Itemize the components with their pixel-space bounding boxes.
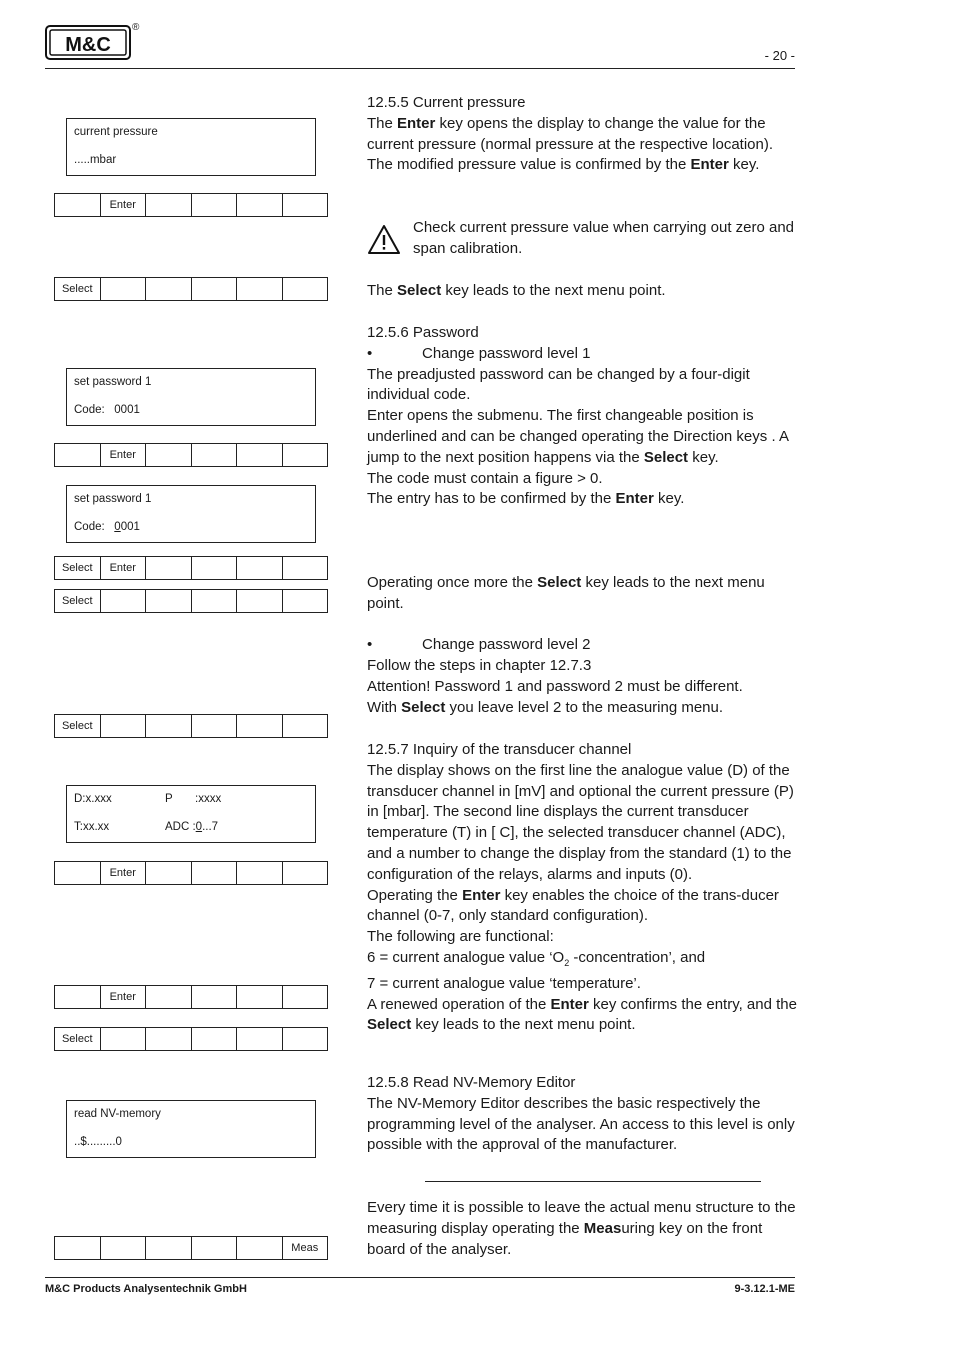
key[interactable] bbox=[192, 194, 238, 216]
key[interactable] bbox=[192, 557, 238, 579]
key[interactable] bbox=[283, 1028, 328, 1050]
key-enter[interactable]: Enter bbox=[101, 862, 147, 884]
warning-text: Check current pressure value when carrying out zero and span calibration. bbox=[413, 219, 795, 257]
display-current-pressure: current pressure .....mbar bbox=[66, 118, 316, 176]
key[interactable] bbox=[146, 194, 192, 216]
key[interactable] bbox=[55, 1237, 101, 1259]
key[interactable] bbox=[237, 194, 283, 216]
key[interactable] bbox=[283, 278, 328, 300]
keypad-5 bbox=[54, 714, 328, 738]
key[interactable] bbox=[283, 862, 328, 884]
key[interactable] bbox=[55, 862, 101, 884]
key[interactable] bbox=[146, 278, 192, 300]
svg-text:M&C: M&C bbox=[65, 34, 111, 56]
key-enter[interactable]: Enter bbox=[101, 444, 147, 466]
section-heading: 12.5.8 Read NV-Memory Editor bbox=[367, 1074, 576, 1091]
key[interactable] bbox=[283, 986, 328, 1008]
display-nv-memory: read NV-memory ..$.........0 bbox=[66, 1100, 316, 1158]
key-meas[interactable]: Meas bbox=[291, 1242, 319, 1254]
section-heading: 12.5.5 Current pressure bbox=[367, 94, 526, 111]
section-select-note: The Select key leads to the next menu point. bbox=[367, 282, 666, 299]
key[interactable] bbox=[146, 1028, 192, 1050]
keypad-3 bbox=[54, 556, 328, 580]
key[interactable] bbox=[192, 1028, 238, 1050]
section-password: 12.5.6 Password • Change password level 1 The preadjusted password can be changed by a four-digit individual code. Enter opens the submenu. The first changeable position is underlined and can be changed operating the Direction keys . A jump to the next position happens via the Select key. The code must contain a figure > 0. The entry has to be confirmed by the Enter key. bbox=[367, 323, 797, 510]
footer-company: M&C Products Analysentechnik GmbH bbox=[45, 1283, 247, 1295]
key-select[interactable]: Select bbox=[55, 715, 101, 737]
section-heading: 12.5.6 Password bbox=[367, 324, 479, 341]
key-select[interactable]: Select bbox=[55, 278, 101, 300]
key[interactable] bbox=[237, 1237, 283, 1259]
key-select[interactable]: Select bbox=[55, 557, 101, 579]
key[interactable] bbox=[192, 715, 238, 737]
key[interactable] bbox=[55, 986, 101, 1008]
key[interactable] bbox=[55, 444, 101, 466]
key[interactable] bbox=[237, 1028, 283, 1050]
display-set-password: set password 1 Code: 0001 bbox=[66, 368, 316, 426]
key[interactable] bbox=[237, 278, 283, 300]
key-enter[interactable]: Enter bbox=[101, 194, 147, 216]
key[interactable] bbox=[101, 715, 147, 737]
key[interactable] bbox=[237, 444, 283, 466]
mc-logo bbox=[45, 25, 131, 60]
key[interactable] bbox=[192, 590, 238, 612]
key[interactable] bbox=[101, 590, 147, 612]
key[interactable] bbox=[192, 862, 238, 884]
section-password-next: Operating once more the Select key leads to the next menu point. • Change password level 2 Follow the steps in chapter 12.7.3 Attention! Password 1 and password 2 must be different. With Select you leave level 2 to the measuring menu. bbox=[367, 574, 765, 716]
page-number: - 20 - bbox=[764, 48, 795, 63]
section-nv-memory: 12.5.8 Read NV-Memory Editor The NV-Memory Editor describes the basic respectively the programming level of the analyser. An access to this level is only possible with the approval of the manufacturer. bbox=[367, 1073, 797, 1156]
keypad-2 bbox=[54, 443, 328, 467]
key-enter[interactable]: Enter bbox=[101, 557, 147, 579]
key[interactable] bbox=[283, 715, 328, 737]
key[interactable] bbox=[192, 278, 238, 300]
key[interactable] bbox=[283, 444, 328, 466]
key[interactable] bbox=[192, 444, 238, 466]
footer-doc-id: 9-3.12.1-ME bbox=[734, 1283, 795, 1295]
key[interactable] bbox=[192, 1237, 238, 1259]
keypad-8 bbox=[54, 1027, 328, 1051]
key[interactable] bbox=[146, 986, 192, 1008]
header-rule bbox=[45, 68, 795, 69]
section-heading: 12.5.7 Inquiry of the transducer channel bbox=[367, 741, 632, 758]
keypad-7 bbox=[54, 985, 328, 1009]
key[interactable] bbox=[237, 862, 283, 884]
keypad-1 bbox=[54, 277, 328, 301]
key[interactable] bbox=[146, 1237, 192, 1259]
key[interactable] bbox=[192, 986, 238, 1008]
keypad-4 bbox=[54, 589, 328, 613]
key[interactable] bbox=[101, 1028, 147, 1050]
key[interactable] bbox=[283, 557, 328, 579]
display-transducer: D:x.xxx P :xxxx T:xx.xx ADC :0...7 bbox=[66, 785, 316, 843]
key[interactable] bbox=[283, 590, 328, 612]
key[interactable] bbox=[55, 194, 101, 216]
key[interactable] bbox=[283, 194, 328, 216]
display-set-password-edit: set password 1 Code: 0001 bbox=[66, 485, 316, 543]
keypad-6 bbox=[54, 861, 328, 885]
section-meas-note: Every time it is possible to leave the actual menu structure to the measuring display operating the Measuring key on the front board of the analyser. bbox=[367, 1199, 796, 1258]
registered-mark: ® bbox=[132, 22, 140, 33]
key[interactable] bbox=[146, 590, 192, 612]
footer-rule bbox=[45, 1277, 795, 1278]
key[interactable] bbox=[101, 1237, 147, 1259]
section-current-pressure: 12.5.5 Current pressure The Enter key opens the display to change the value for the current pressure (normal pressure at the respective location). The modified pressure value is confirmed by the Enter key. bbox=[367, 93, 797, 176]
key[interactable] bbox=[146, 715, 192, 737]
key[interactable] bbox=[146, 557, 192, 579]
key[interactable] bbox=[237, 986, 283, 1008]
key[interactable] bbox=[146, 862, 192, 884]
keypad-9 bbox=[54, 1236, 328, 1260]
section-transducer: 12.5.7 Inquiry of the transducer channel The display shows on the first line the analogue value (D) of the transducer channel in [mV] and optional the current pressure (P) in [mbar]. The second line displays the current transducer temperature (T) in [ C], the selected transducer channel (ADC), and a number to change the display from the standard (1) to the configuration of the relays, alarms and inputs (0). Operating the Enter key enables the choice of the trans-ducer channel (0-7, only standard configuration). The following are functional: 6 = current analogue value ‘$O_2$ -concentration’, and 7 = current analogue value ‘temperature’. A renewed operation of the Enter key confirms the entry, and the Select key leads to the next menu point. bbox=[367, 741, 797, 1034]
key[interactable] bbox=[101, 278, 147, 300]
key[interactable] bbox=[237, 715, 283, 737]
keypad-0 bbox=[54, 193, 328, 217]
key[interactable] bbox=[237, 590, 283, 612]
key-select[interactable]: Select bbox=[55, 1028, 101, 1050]
key[interactable] bbox=[237, 557, 283, 579]
warning-icon bbox=[367, 224, 401, 256]
key[interactable] bbox=[146, 444, 192, 466]
section-divider bbox=[425, 1181, 761, 1182]
key-enter[interactable]: Enter bbox=[101, 986, 147, 1008]
key-select[interactable]: Select bbox=[55, 590, 101, 612]
